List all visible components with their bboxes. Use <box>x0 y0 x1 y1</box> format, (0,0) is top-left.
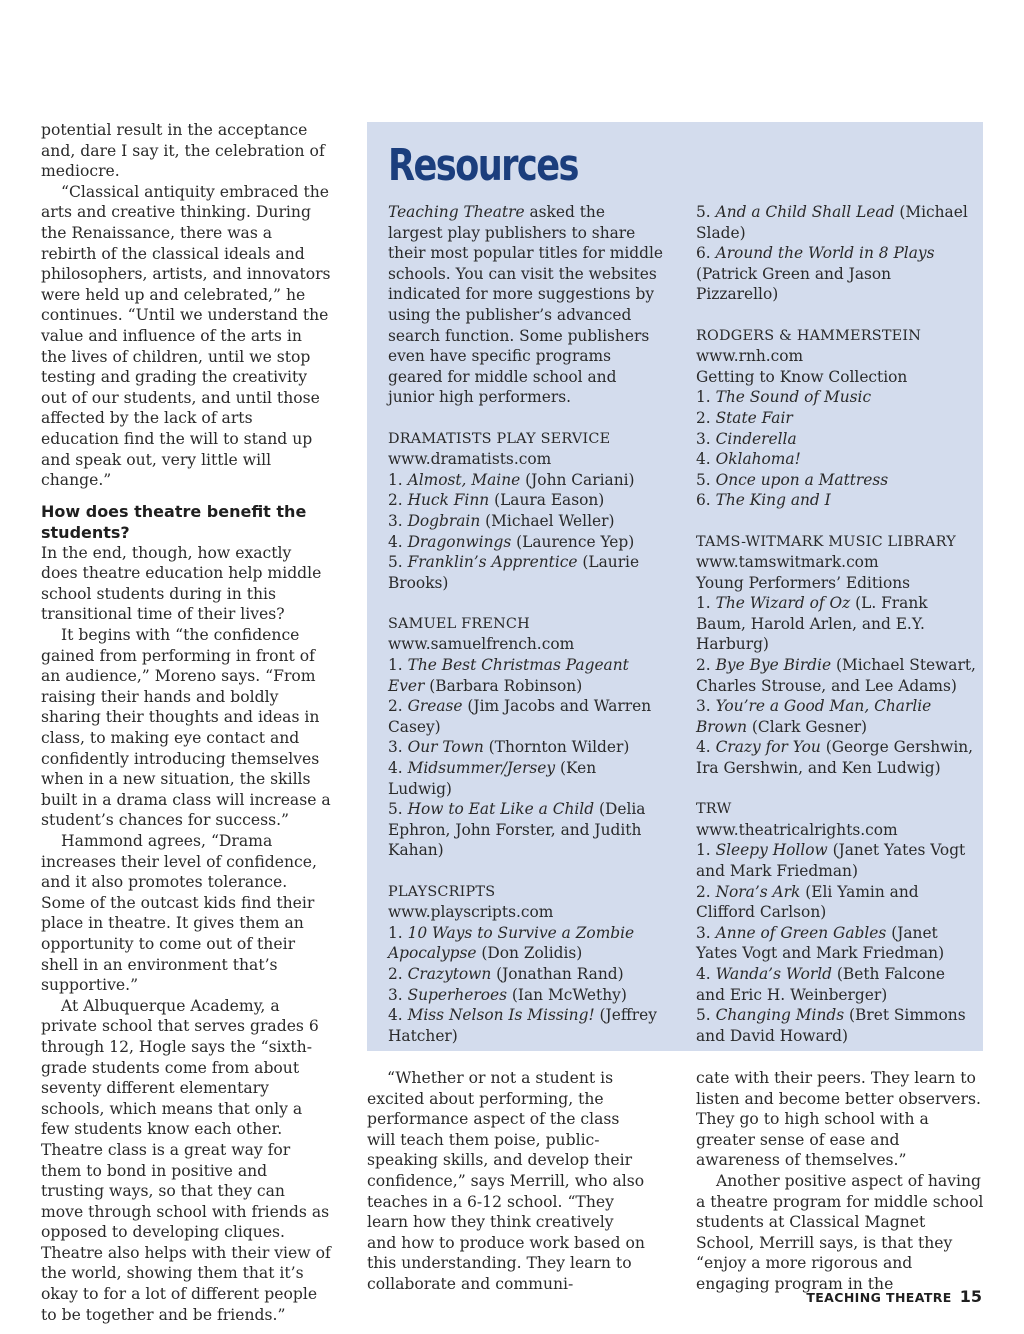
play-title: Grease <box>407 697 463 716</box>
list-item <box>696 449 976 470</box>
item-number: 4. <box>696 738 716 757</box>
list-item <box>388 1005 664 1046</box>
item-number: 1. <box>388 656 408 675</box>
play-title: Dogbrain <box>407 511 481 530</box>
play-authors: (Eli Yamin and Clifford Carlson) <box>696 882 919 922</box>
list-item <box>696 593 976 655</box>
item-number: 1. <box>696 388 716 407</box>
play-title: Nora’s Ark <box>715 882 801 901</box>
play-authors: (Janet Yates Vogt and Mark Friedman) <box>696 841 966 880</box>
list-item <box>696 882 976 923</box>
left-column <box>41 120 331 1325</box>
play-title: Crazytown <box>407 964 492 983</box>
play-title: You’re a Good Man, Charlie Brown <box>696 697 932 736</box>
play-title: How to Eat Like a Child <box>407 800 595 819</box>
play-title: Franklin’s Apprentice <box>407 553 578 572</box>
item-number: 2. <box>696 656 716 675</box>
item-number: 4. <box>696 964 716 983</box>
item-number: 5. <box>696 1006 716 1025</box>
play-authors: (Michael Stewart, Charles Strouse, and Lee Adams) <box>696 656 976 695</box>
play-authors: (Thornton Wilder) <box>483 738 630 757</box>
paragraph: Hammond agrees, “Drama increases their level of confidence, and it also promotes tolerance. Some of the outcast kids find their place in theatre. It gives them an opportunity to come out of their shell in an environment that’s supportive.” <box>41 832 317 995</box>
play-title: The Sound of Music <box>715 388 872 407</box>
publisher-url[interactable]: www.dramatists.com <box>388 450 552 469</box>
item-number: 4. <box>388 532 408 551</box>
item-number: 3. <box>696 923 716 942</box>
item-number: 5. <box>388 800 408 819</box>
play-title: Once upon a Mattress <box>715 470 889 489</box>
item-number: 3. <box>388 738 408 757</box>
play-authors: (Jonathan Rand) <box>491 964 624 983</box>
list-item <box>696 964 976 1005</box>
publisher-name: DRAMATISTS PLAY SERVICE <box>388 430 611 447</box>
list-item <box>696 696 976 737</box>
item-number: 1. <box>696 594 716 613</box>
publisher-url[interactable]: www.playscripts.com <box>388 903 554 922</box>
item-number: 5. <box>388 553 408 572</box>
play-title: Bye Bye Birdie <box>715 656 832 675</box>
page-footer <box>806 1287 982 1306</box>
play-authors: (George Gershwin, Ira Gershwin, and Ken Ludwig) <box>696 738 974 778</box>
play-title: Wanda’s World <box>715 964 833 983</box>
play-authors: (Bret Simmons and David Howard) <box>696 1006 966 1045</box>
list-item <box>696 840 976 881</box>
play-authors: (Michael Weller) <box>480 511 615 530</box>
paragraph: Another positive aspect of having a theatre program for middle school students at Classical Magnet School, Merrill says, is that they “enjoy a more rigorous and engaging program in the <box>696 1171 984 1293</box>
publisher-url[interactable]: www.theatricalrights.com <box>696 820 898 839</box>
publisher-name: TRW <box>696 801 732 818</box>
item-number: 3. <box>388 985 408 1004</box>
play-title: Superheroes <box>407 985 508 1004</box>
play-authors: (Laura Eason) <box>489 491 605 510</box>
paragraph: At Albuquerque Academy, a private school that serves grades 6 through 12, Hogle says the “sixth-grade students come from about seventy different elementary schools, which means that only a few students know each other. Theatre class is a great way for them to bond in positive and trusting ways, so that they can move through school with friends as opposed to developing cliques. Theatre also helps with their view of the world, showing them that it’s okay to for a lot of different people to be together and be friends.” <box>41 996 331 1324</box>
title-list <box>696 387 976 511</box>
paragraph: “Classical antiquity embraced the arts and creative thinking. During the Renaissance, there was a rebirth of the classical ideals and philosophers, artists, and innovators were held up and celebrated,” he continues. “Until we understand the value and influence of the arts in the lives of children, until we stop testing and grading the creativity out of our students, and until those affected by the lack of arts education find the will to stand up and speak out, very little will change.” <box>41 182 331 490</box>
resources-sidebar <box>367 122 983 1051</box>
play-authors: (Ken Ludwig) <box>388 759 597 798</box>
play-authors: (John Cariani) <box>520 470 635 489</box>
play-title: Anne of Green Gables <box>715 923 887 942</box>
list-item <box>696 655 976 696</box>
list-item <box>696 202 976 243</box>
paragraph: “Whether or not a student is excited about performing, the performance aspect of the class will teach them poise, public-speaking skills, and develop their confidence,” says Merrill, who also teaches in a 6-12 school. “They learn how they think creatively and how to produce work based on this understanding. They learn to collaborate and communi- <box>367 1069 645 1293</box>
play-title: Midsummer/Jersey <box>407 759 556 778</box>
publisher-name: SAMUEL FRENCH <box>388 615 530 632</box>
item-number: 5. <box>696 470 716 489</box>
play-authors: (Jim Jacobs and Warren Casey) <box>388 697 652 736</box>
item-number: 4. <box>388 759 408 778</box>
play-title: 10 Ways to Survive a Zombie Apocalypse <box>388 923 635 963</box>
play-title: Almost, Maine <box>407 470 521 489</box>
play-title: Huck Finn <box>407 491 490 510</box>
list-item <box>388 985 664 1006</box>
intro-text: asked the largest play publishers to share their most popular titles for middle schools. You can visit the websites indicated for more suggestions by using the publisher’s advanced search function. Some publishers even have specific programs geared for middle school and junior high performers. <box>388 203 664 407</box>
play-title: Sleepy Hollow <box>715 841 828 860</box>
play-title: Cinderella <box>715 429 797 448</box>
middle-column <box>367 1068 647 1295</box>
paragraph: In the end, though, how exactly does theatre education help middle school students during in this transitional time of their lives? <box>41 543 322 624</box>
list-item <box>388 552 664 593</box>
item-number: 2. <box>696 882 716 901</box>
play-title: The Wizard of Oz <box>715 594 851 613</box>
publisher-url[interactable]: www.samuelfrench.com <box>388 635 575 654</box>
resources-column-left <box>388 202 664 1046</box>
list-item <box>696 737 976 778</box>
play-authors: (Patrick Green and Jason Pizzarello) <box>696 264 892 304</box>
list-item <box>388 758 664 799</box>
play-authors: (L. Frank Baum, Harold Arlen, and E.Y. Harburg) <box>696 594 928 654</box>
publication-name: TEACHING THEATRE <box>806 1290 952 1305</box>
play-title: The King and I <box>715 491 831 510</box>
title-list <box>696 840 976 1046</box>
list-item <box>696 243 976 305</box>
list-item <box>696 470 976 491</box>
item-number: 3. <box>388 511 408 530</box>
item-number: 6. <box>696 491 716 510</box>
item-number: 2. <box>388 697 408 716</box>
item-number: 2. <box>388 964 408 983</box>
item-number: 1. <box>696 841 716 860</box>
play-authors: (Laurie Brooks) <box>388 553 640 592</box>
collection-name: Young Performers’ Editions <box>696 573 911 592</box>
publisher-name: RODGERS & HAMMERSTEIN <box>696 327 922 344</box>
list-item <box>696 490 976 511</box>
play-authors: (Jeffrey Hatcher) <box>388 1006 657 1045</box>
play-title: The Best Christmas Pageant Ever <box>388 656 629 695</box>
list-item <box>696 408 976 429</box>
collection-name: Getting to Know Collection <box>696 367 908 386</box>
play-authors: (Don Zolidis) <box>476 944 583 963</box>
list-item <box>388 737 664 758</box>
publisher-name: TAMS-WITMARK MUSIC LIBRARY <box>696 533 956 550</box>
title-list <box>388 923 664 1047</box>
resources-title: Resources <box>388 140 578 191</box>
list-item <box>696 1005 976 1046</box>
item-number: 5. <box>696 203 716 221</box>
list-item <box>388 696 664 737</box>
item-number: 1. <box>388 923 408 942</box>
item-number: 3. <box>696 429 716 448</box>
play-authors: (Beth Falcone and Eric H. Weinberger) <box>696 964 945 1004</box>
list-item <box>696 387 976 408</box>
paragraph: cate with their peers. They learn to listen and become better observers. They go to high school with a greater sense of ease and awareness of themselves.” <box>696 1069 981 1170</box>
play-title: Oklahoma! <box>715 450 801 469</box>
list-item <box>388 923 664 964</box>
publisher-name: PLAYSCRIPTS <box>388 883 496 900</box>
list-item <box>696 429 976 450</box>
play-authors: (Clark Gesner) <box>747 717 868 736</box>
title-list <box>388 655 664 861</box>
title-list <box>388 470 664 594</box>
title-list <box>696 202 976 305</box>
item-number: 1. <box>388 470 408 489</box>
item-number: 2. <box>696 408 716 427</box>
item-number: 2. <box>388 491 408 510</box>
play-title: State Fair <box>715 408 793 427</box>
play-title: Our Town <box>407 738 484 757</box>
play-authors: (Delia Ephron, John Forster, and Judith Kahan) <box>388 800 646 860</box>
play-authors: (Laurence Yep) <box>511 532 635 551</box>
publisher-url[interactable]: www.rnh.com <box>696 347 804 366</box>
list-item <box>388 511 664 532</box>
list-item <box>388 655 664 696</box>
play-title: Crazy for You <box>715 738 821 757</box>
list-item <box>696 923 976 964</box>
play-authors: (Michael Slade) <box>696 203 968 242</box>
section-subhead: How does theatre benefit the students? <box>41 501 307 542</box>
play-authors: (Ian McWethy) <box>507 985 627 1004</box>
list-item <box>388 964 664 985</box>
item-number: 3. <box>696 697 716 716</box>
play-title: And a Child Shall Lead <box>715 203 895 221</box>
play-title: Around the World in 8 Plays <box>715 244 935 263</box>
item-number: 4. <box>388 1006 408 1025</box>
page-number: 15 <box>959 1287 982 1306</box>
resources-column-right <box>696 202 976 1046</box>
title-list <box>696 593 976 778</box>
publisher-url[interactable]: www.tamswitmark.com <box>696 553 879 572</box>
play-title: Miss Nelson Is Missing! <box>407 1006 595 1025</box>
list-item <box>388 799 664 861</box>
list-item <box>388 490 664 511</box>
play-authors: (Janet Yates Vogt and Mark Friedman) <box>696 923 945 963</box>
play-title: Changing Minds <box>715 1006 845 1025</box>
right-column <box>696 1068 984 1295</box>
item-number: 6. <box>696 244 716 263</box>
resources-intro <box>388 202 664 408</box>
play-authors: (Barbara Robinson) <box>424 676 583 695</box>
item-number: 4. <box>696 450 716 469</box>
paragraph: potential result in the acceptance and, dare I say it, the celebration of mediocre. <box>41 121 325 181</box>
list-item <box>388 470 664 491</box>
magazine-title: Teaching Theatre <box>388 203 525 221</box>
paragraph: It begins with “the confidence gained from performing in front of an audience,” Moreno says. “From raising their hands and boldly sharing their thoughts and ideas in class, to making eye contact and confidently introducing themselves when in a new situation, the skills built in a drama class will increase a student’s chances for success.” <box>41 626 331 830</box>
list-item <box>388 532 664 553</box>
play-title: Dragonwings <box>407 532 512 551</box>
